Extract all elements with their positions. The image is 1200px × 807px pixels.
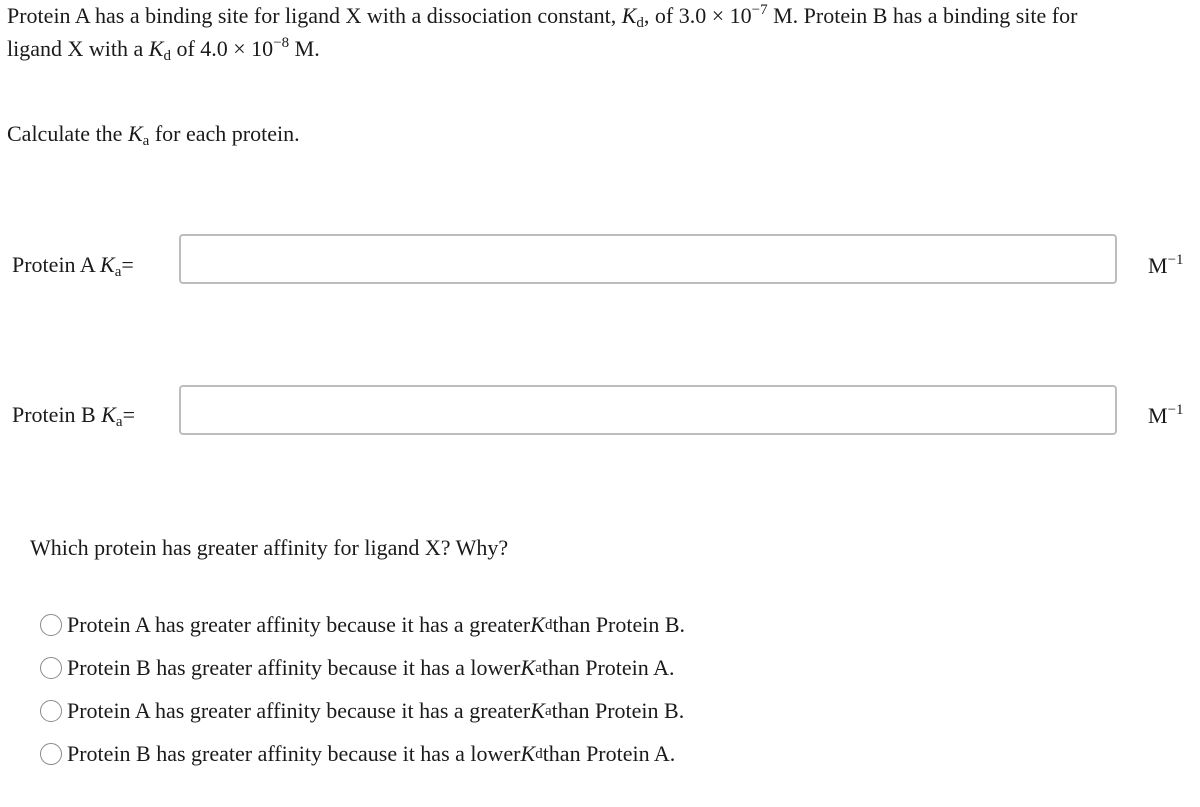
problem-text: M. Protein B has a binding site for <box>767 3 1078 28</box>
kd-symbol: K <box>148 36 164 61</box>
label-prefix: Protein A <box>12 252 101 277</box>
ka-subscript: a <box>115 414 123 430</box>
ka-symbol: K <box>520 655 536 680</box>
instruction-text: for each protein. <box>149 121 300 146</box>
option-2[interactable]: Protein B has greater affinity because it has a lower K a than Protein A. <box>40 655 674 681</box>
ka-subscript: a <box>142 133 150 149</box>
protein-a-ka-input[interactable] <box>179 234 1117 284</box>
problem-text: ligand X with a <box>7 36 149 61</box>
radio-button[interactable] <box>40 700 62 722</box>
option-1[interactable]: Protein A has greater affinity because it has a greater K d than Protein B. <box>40 612 685 638</box>
ka-subscript: a <box>114 264 122 280</box>
protein-b-ka-input[interactable] <box>179 385 1117 435</box>
affinity-question: Which protein has greater affinity for ligand X? Why? <box>30 535 509 560</box>
kd-symbol: K <box>520 741 536 766</box>
ka-symbol: K <box>101 402 116 427</box>
problem-statement-line-1 <box>7 2 1077 30</box>
option-text: than Protein B. <box>551 698 685 723</box>
option-text: than Protein A. <box>542 741 676 766</box>
exponent: −8 <box>273 35 290 51</box>
ka-symbol: K <box>530 698 545 723</box>
unit-exponent: −1 <box>1167 252 1184 268</box>
kd-subscript: d <box>636 15 644 31</box>
option-text: than Protein B. <box>552 612 686 637</box>
instruction-text: Calculate the <box>7 121 128 146</box>
option-3[interactable]: Protein A has greater affinity because it has a greater K a than Protein B. <box>40 698 684 724</box>
problem-text: Protein A has a binding site for ligand X with a dissociation constant, <box>7 3 622 28</box>
label-prefix: Protein B <box>12 402 102 427</box>
option-text: Protein B has greater affinity because it has a lower <box>67 741 521 766</box>
radio-button[interactable] <box>40 614 62 636</box>
problem-text: , of 3.0 × 10 <box>643 3 752 28</box>
radio-button[interactable] <box>40 743 62 765</box>
equals-sign: = <box>121 252 134 277</box>
unit-symbol: M <box>1148 403 1168 428</box>
protein-a-ka-label <box>12 252 134 278</box>
unit-symbol: M <box>1148 253 1168 278</box>
option-text: Protein B has greater affinity because it has a lower <box>67 655 521 680</box>
radio-button[interactable] <box>40 657 62 679</box>
instruction <box>7 120 300 148</box>
ka-symbol: K <box>127 121 143 146</box>
problem-text: of 4.0 × 10 <box>170 36 274 61</box>
option-text: Protein A has greater affinity because it has a greater <box>67 698 531 723</box>
option-4[interactable]: Protein B has greater affinity because it has a lower K d than Protein A. <box>40 741 675 767</box>
kd-subscript: d <box>163 48 171 64</box>
kd-symbol: K <box>621 3 637 28</box>
protein-a-unit <box>1148 253 1184 279</box>
protein-b-unit <box>1148 403 1184 429</box>
protein-b-ka-label <box>12 402 135 428</box>
problem-statement-line-2 <box>7 35 320 63</box>
problem-text: M. <box>289 36 320 61</box>
ka-symbol: K <box>100 252 115 277</box>
equals-sign: = <box>122 402 136 427</box>
unit-exponent: −1 <box>1167 402 1184 418</box>
exponent: −7 <box>751 2 768 18</box>
option-text: than Protein A. <box>541 655 675 680</box>
option-text: Protein A has greater affinity because it has a greater <box>67 612 531 637</box>
kd-symbol: K <box>530 612 545 637</box>
